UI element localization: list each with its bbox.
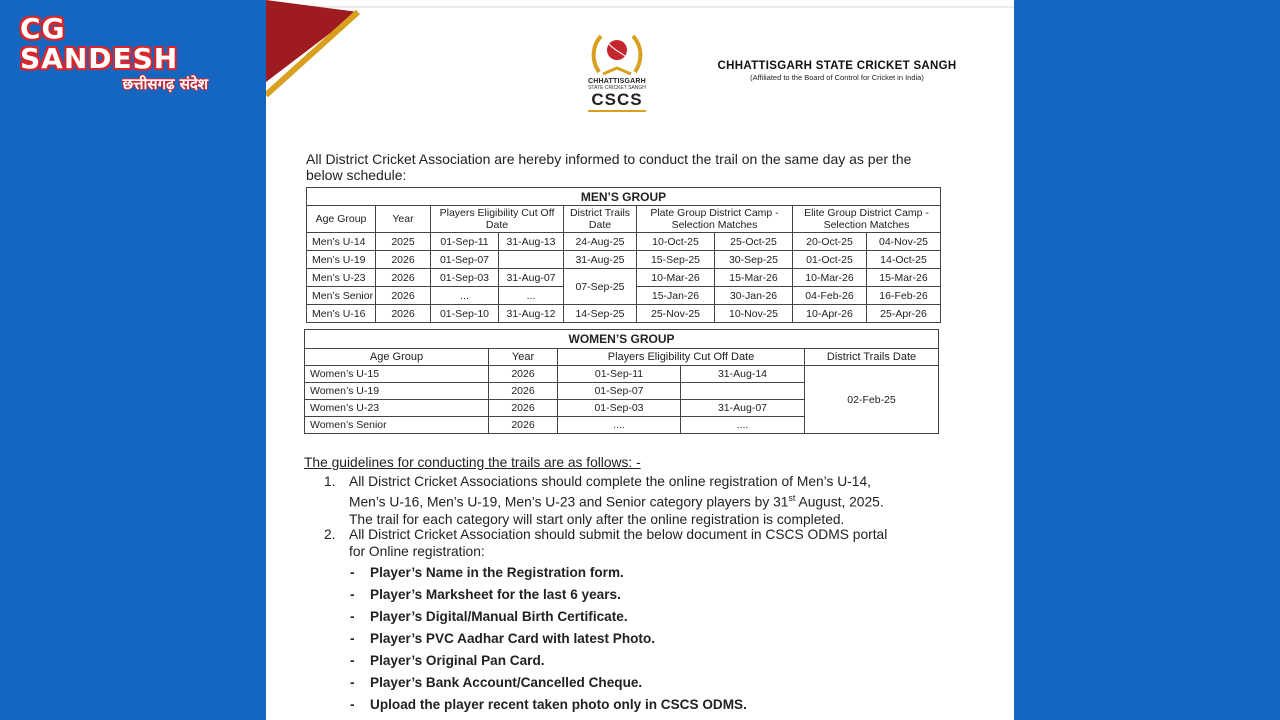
mens-schedule-table — [306, 187, 941, 323]
elig-to-cell: ... — [499, 287, 564, 305]
elite-from-cell: 10-Mar-26 — [793, 269, 867, 287]
document-page — [266, 0, 1014, 720]
point-line: Men’s U-16, Men’s U-19, Men’s U-23 and Senior category players by 31st August, 2025. — [349, 493, 884, 510]
table-row — [307, 269, 941, 287]
table-row — [307, 251, 941, 269]
age-cell: Men’s Senior — [307, 287, 376, 305]
header-trails-date: District Trails Date — [805, 349, 939, 366]
logo-underline — [588, 110, 646, 112]
elig-to-cell: .... — [681, 417, 805, 434]
plate-from-cell: 25-Nov-25 — [637, 305, 715, 323]
plate-from-cell: 10-Oct-25 — [637, 233, 715, 251]
plate-from-cell: 10-Mar-26 — [637, 269, 715, 287]
womens-group-title: WOMEN’S GROUP — [305, 330, 939, 349]
header-year: Year — [376, 206, 431, 233]
elite-from-cell: 20-Oct-25 — [793, 233, 867, 251]
trail-cell: 31-Aug-25 — [564, 251, 637, 269]
elig-to-cell: 31-Aug-14 — [681, 366, 805, 383]
point-line: The trail for each category will start only after the online registration is completed. — [349, 511, 845, 527]
elite-from-cell: 10-Apr-26 — [793, 305, 867, 323]
header-age-group: Age Group — [307, 206, 376, 233]
elite-from-cell: 01-Oct-25 — [793, 251, 867, 269]
header-elite-group: Elite Group District Camp - Selection Matches — [793, 206, 941, 233]
age-cell: Women’s Senior — [305, 417, 489, 434]
elite-to-cell: 15-Mar-26 — [867, 269, 941, 287]
elig-to-cell: 31-Aug-07 — [681, 400, 805, 417]
intro-paragraph: All District Cricket Association are hereby informed to conduct the trail on the same day as per the below schedule: — [306, 151, 912, 183]
elig-from-cell: 01-Sep-10 — [431, 305, 499, 323]
header-plate-group: Plate Group District Camp - Selection Matches — [637, 206, 793, 233]
elig-from-cell: .... — [558, 417, 681, 434]
year-cell: 2025 — [376, 233, 431, 251]
age-cell: Women’s U-15 — [305, 366, 489, 383]
elig-to-cell — [499, 251, 564, 269]
plate-from-cell: 15-Jan-26 — [637, 287, 715, 305]
plate-to-cell: 30-Sep-25 — [715, 251, 793, 269]
guideline-point-1 — [324, 473, 938, 528]
elite-to-cell: 25-Apr-26 — [867, 305, 941, 323]
trail-cell: 24-Aug-25 — [564, 233, 637, 251]
header-year: Year — [489, 349, 558, 366]
elig-from-cell: 01-Sep-11 — [431, 233, 499, 251]
elig-to-cell: 31-Aug-12 — [499, 305, 564, 323]
elig-from-cell: ... — [431, 287, 499, 305]
year-cell: 2026 — [376, 305, 431, 323]
point-number: 1. — [324, 474, 336, 489]
point-line: All District Cricket Associations should complete the online registration of Men’s U-14, — [349, 474, 871, 489]
logo-abbr: CSCS — [591, 90, 643, 109]
plate-from-cell: 15-Sep-25 — [637, 251, 715, 269]
logo-line1: CHHATTISGARH — [588, 78, 646, 85]
year-cell: 2026 — [489, 417, 558, 434]
org-affiliation: (Affiliated to the Board of Control for Cricket in India) — [750, 73, 924, 82]
logo-line2: STATE CRICKET SANGH — [588, 85, 646, 91]
elite-from-cell: 04-Feb-26 — [793, 287, 867, 305]
age-cell: Men’s U-16 — [307, 305, 376, 323]
org-header — [712, 60, 962, 82]
age-cell: Men’s U-23 — [307, 269, 376, 287]
header-eligibility: Players Eligibility Cut Off Date — [431, 206, 564, 233]
plate-to-cell: 10-Nov-25 — [715, 305, 793, 323]
brand-title: CG SANDESH — [20, 12, 179, 75]
guidelines-title: The guidelines for conducting the trails are as follows: - — [304, 455, 641, 470]
elite-to-cell: 04-Nov-25 — [867, 233, 941, 251]
plate-to-cell: 15-Mar-26 — [715, 269, 793, 287]
age-cell: Men’s U-19 — [307, 251, 376, 269]
point-line: for Online registration: — [349, 544, 485, 559]
elig-from-cell: 01-Sep-07 — [558, 383, 681, 400]
age-cell: Women’s U-19 — [305, 383, 489, 400]
elig-from-cell: 01-Sep-03 — [558, 400, 681, 417]
plate-to-cell: 30-Jan-26 — [715, 287, 793, 305]
plate-to-cell: 25-Oct-25 — [715, 233, 793, 251]
table-row — [305, 366, 939, 383]
brand-logo — [20, 14, 212, 94]
table-row — [307, 233, 941, 251]
trail-cell: 14-Sep-25 — [564, 305, 637, 323]
table-row — [307, 305, 941, 323]
scan-edge — [266, 6, 1014, 8]
guidelines-section: The guidelines for conducting the trails are as follows: - 1. All District Cricket Associations should complete the online registration of Men’s U-14, Men’s U-16, Men’s U-19, Men’s U-23 and Senior category players by 31st August, 2025. The trail for each category will start only after the online registration is completed. 2. All District Cricket Association should submit the below document in CSCS ODMS portal for Online registration: - Player’s Name in the Registration form. - Player’s Marksheet for the last 6 years. - Player’s Digital/Manual Birth Certificate. - Player’s PVC Aadhar Card with latest Photo. - Player’s Original Pan Card. - Player’s Bank Account/Cancelled Cheque. - Upload the player recent taken photo only in CSCS ODMS. — [304, 455, 944, 471]
elite-to-cell: 14-Oct-25 — [867, 251, 941, 269]
year-cell: 2026 — [376, 269, 431, 287]
age-cell: Women’s U-23 — [305, 400, 489, 417]
year-cell: 2026 — [489, 366, 558, 383]
elite-to-cell: 16-Feb-26 — [867, 287, 941, 305]
elig-from-cell: 01-Sep-07 — [431, 251, 499, 269]
year-cell: 2026 — [376, 287, 431, 305]
elig-from-cell: 01-Sep-03 — [431, 269, 499, 287]
year-cell: 2026 — [489, 400, 558, 417]
womens-schedule-table — [304, 329, 939, 434]
header-age-group: Age Group — [305, 349, 489, 366]
point-number: 2. — [324, 527, 336, 542]
age-cell: Men’s U-14 — [307, 233, 376, 251]
cricket-ball-laurel-icon — [589, 30, 645, 78]
header-eligibility: Players Eligibility Cut Off Date — [558, 349, 805, 366]
elig-to-cell — [681, 383, 805, 400]
elig-from-cell: 01-Sep-11 — [558, 366, 681, 383]
header-trails-date: District Trails Date — [564, 206, 637, 233]
trail-cell: 07-Sep-25 — [564, 269, 637, 305]
mens-group-title: MEN’S GROUP — [307, 188, 941, 206]
cscs-logo — [584, 30, 650, 112]
year-cell: 2026 — [376, 251, 431, 269]
women-trail-cell: 02-Feb-25 — [805, 366, 939, 434]
brand-subtitle: छत्तीसगढ़ संदेश — [122, 75, 208, 93]
corner-ribbon-decoration — [266, 0, 366, 100]
org-name: CHHATTISGARH STATE CRICKET SANGH — [717, 60, 957, 72]
year-cell: 2026 — [489, 383, 558, 400]
elig-to-cell: 31-Aug-13 — [499, 233, 564, 251]
guideline-point-2 — [324, 526, 938, 560]
point-line: All District Cricket Association should submit the below document in CSCS ODMS portal — [349, 527, 888, 542]
elig-to-cell: 31-Aug-07 — [499, 269, 564, 287]
